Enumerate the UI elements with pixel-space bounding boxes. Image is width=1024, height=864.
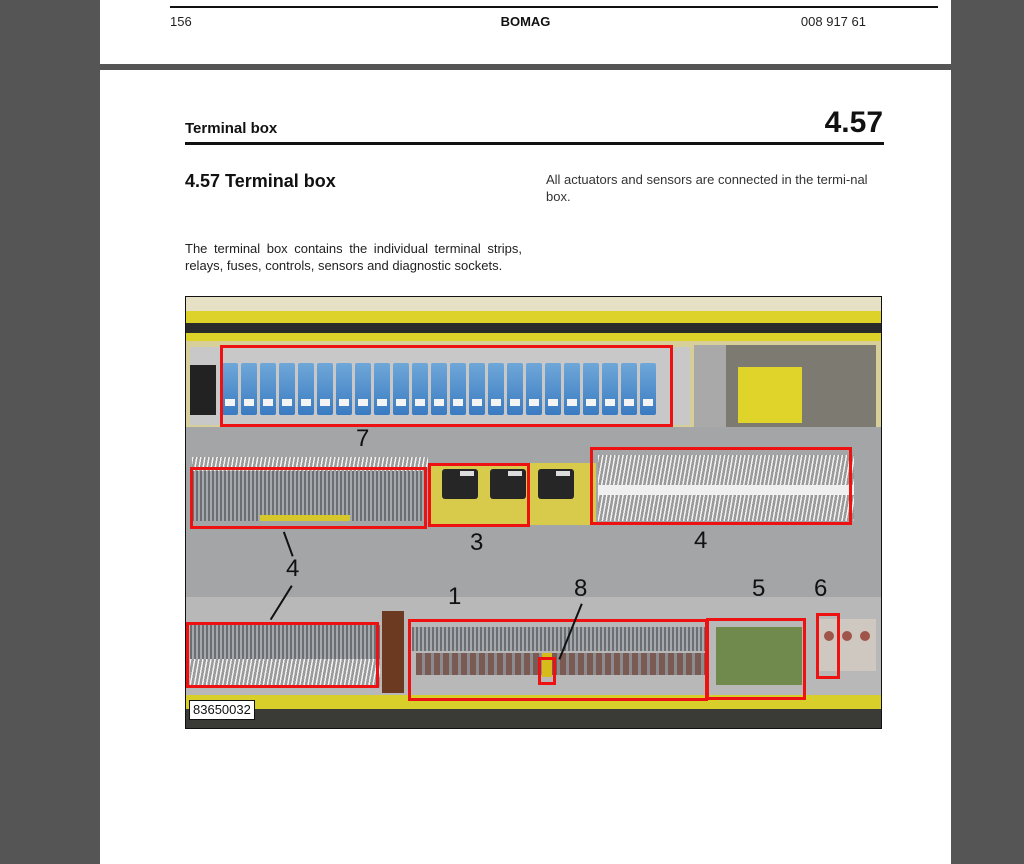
header-section-number: 4.57 [824,106,883,139]
figure-id-label: 83650032 [189,700,255,720]
intro-paragraph-right: All actuators and sensors are connected in the termi-nal box. [546,172,868,204]
brand-name: BOMAG [500,14,551,29]
highlight-box-5 [706,618,806,700]
terminal-box-photo [185,296,882,729]
callout-8: 8 [574,575,588,602]
red-wires-block [190,365,216,415]
callout-1: 1 [448,583,462,610]
page-number: 156 [170,14,192,29]
housing-bottom [186,709,881,729]
callout-4-right: 4 [694,527,708,554]
highlight-box-8 [538,657,556,685]
previous-page [100,0,951,64]
timer-knob [860,631,870,641]
callout-5: 5 [752,575,766,602]
header-title: Terminal box [185,120,278,137]
timer-knob [842,631,852,641]
power-relay [538,469,574,499]
intro-paragraph-left: The terminal box contains the individual terminal strips, relays, fuses, controls, sensors and diagnostic sockets. [185,241,522,273]
highlight-box-7 [220,345,673,427]
highlight-box-4-right [590,447,852,525]
footer-rule [170,6,938,8]
highlight-box-3 [428,463,530,527]
header-rule [185,142,884,145]
callout-7: 7 [356,425,370,452]
current-page [100,70,951,864]
cable-duct [694,345,726,427]
section-title: 4.57 Terminal box [185,171,336,191]
highlight-box-6 [816,613,840,679]
callout-3: 3 [470,529,484,556]
highlight-box-4-left-upper [190,467,427,529]
highlight-box-4-left-lower [186,622,379,688]
yellow-panel [738,367,802,423]
callout-4-left: 4 [286,555,300,582]
brown-wires [382,611,404,693]
callout-6: 6 [814,575,828,602]
gasket-seal [186,323,881,333]
highlight-box-1 [408,619,708,701]
document-number: 008 917 61 [800,14,866,29]
